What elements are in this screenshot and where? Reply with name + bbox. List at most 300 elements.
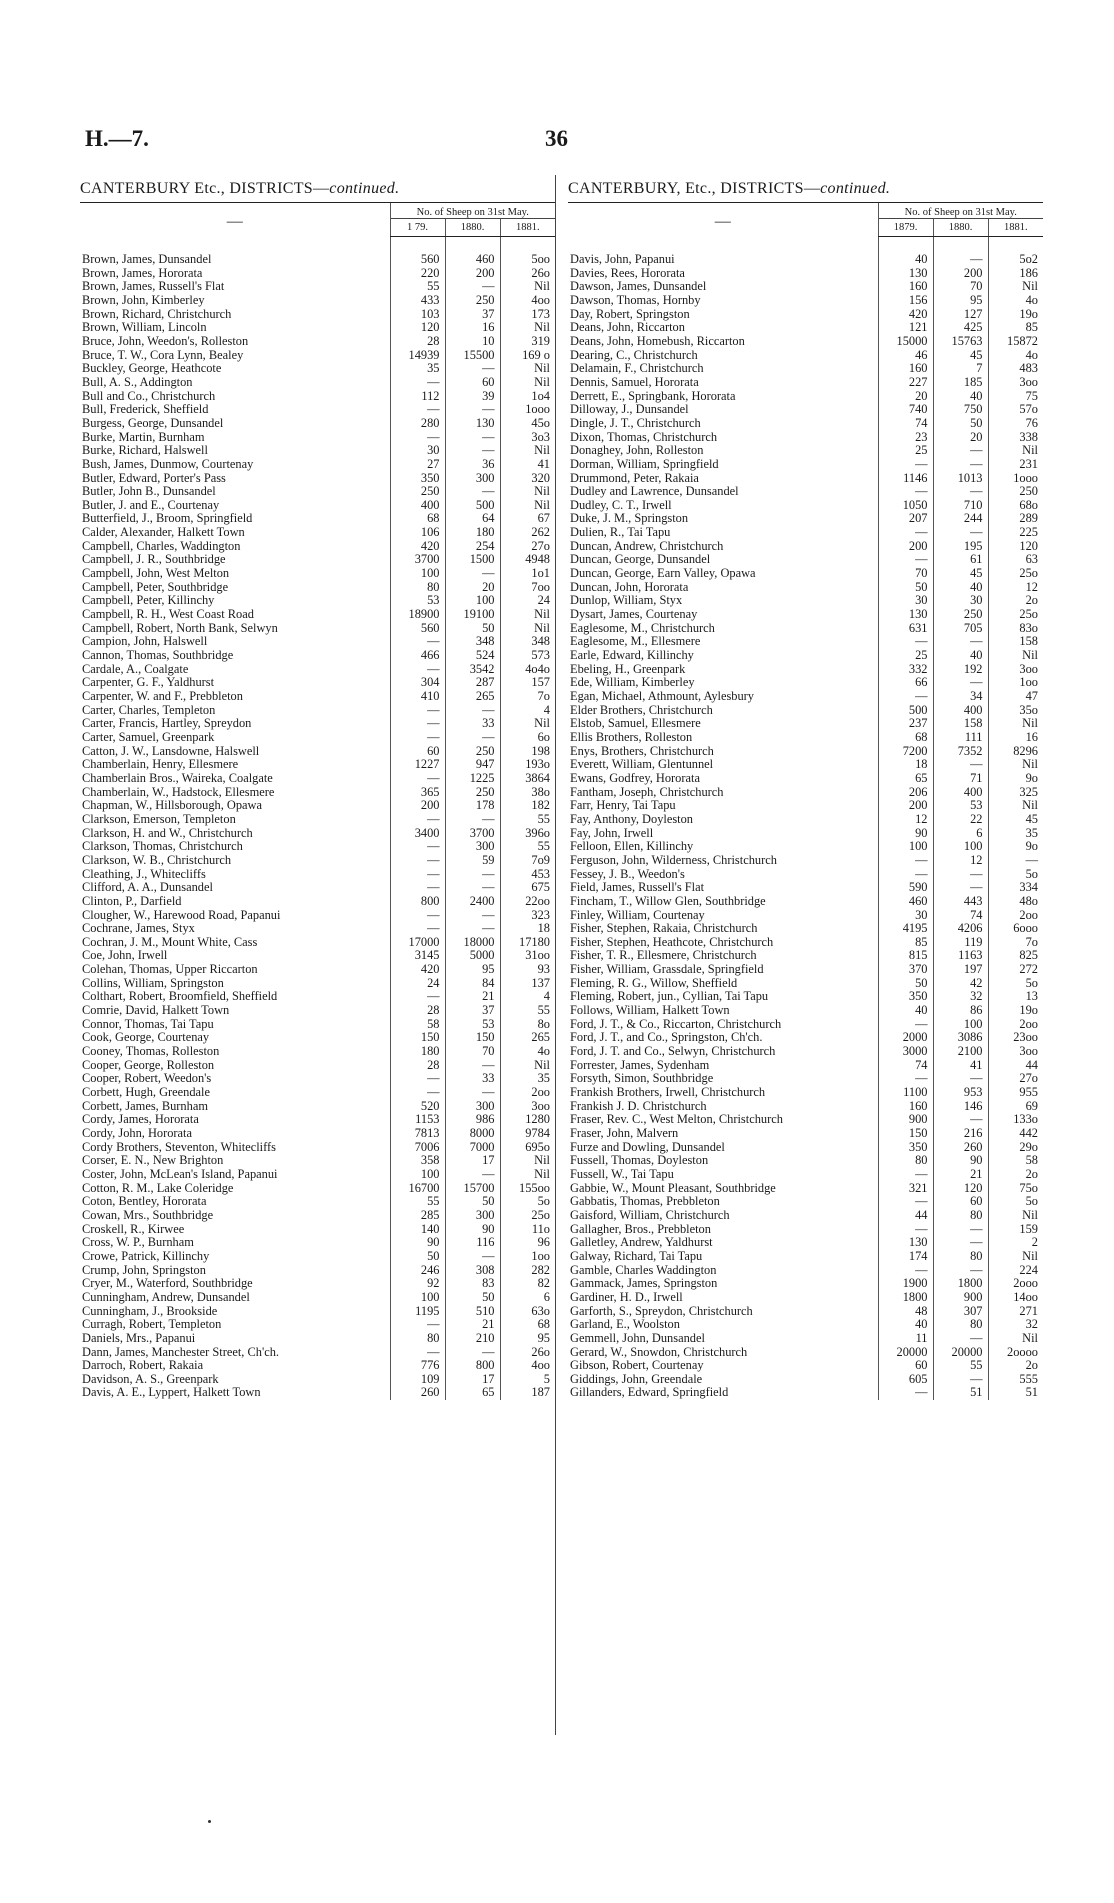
table-row [568, 431, 1043, 445]
sheep-count: 740 [878, 403, 933, 417]
owner-name: Connor, Thomas, Tai Tapu [82, 1017, 214, 1031]
sheep-count: — [933, 676, 988, 690]
sheep-count: — [933, 635, 988, 649]
sheep-count: 50 [933, 417, 988, 431]
sheep-count: — [445, 1250, 500, 1264]
sheep-count-header: No. of Sheep on 31st May. [878, 203, 1043, 219]
sheep-count: 282 [500, 1264, 555, 1278]
owner-name: Gemmell, John, Dunsandel [570, 1331, 705, 1345]
sheep-count: 71 [933, 772, 988, 786]
owner-name: Garforth, S., Spreydon, Christchurch [570, 1304, 753, 1318]
table-row [80, 267, 555, 281]
sheep-count: 25 [878, 444, 933, 458]
sheep-count: 7006 [390, 1141, 445, 1155]
sheep-count: 2ooo [988, 1277, 1043, 1291]
sheep-count: 4206 [933, 922, 988, 936]
sheep-count: 39 [445, 390, 500, 404]
owner-name: Follows, William, Halkett Town [570, 1004, 730, 1018]
sheep-count: 68 [878, 731, 933, 745]
sheep-count: 55 [500, 840, 555, 854]
table-row [80, 458, 555, 472]
sheep-count: 2oo [988, 909, 1043, 923]
table-row [568, 1141, 1043, 1155]
table-row [80, 895, 555, 909]
sheep-count: 4o [988, 349, 1043, 363]
sheep-count: — [445, 922, 500, 936]
sheep-count: 520 [390, 1100, 445, 1114]
sheep-count: 555 [988, 1373, 1043, 1387]
owner-name: Brown, Richard, Christchurch [82, 307, 232, 321]
table-row [568, 786, 1043, 800]
sheep-count: 41 [933, 1059, 988, 1073]
sheep-count: 443 [933, 895, 988, 909]
sheep-count: 350 [390, 472, 445, 486]
sheep-count: 24 [500, 594, 555, 608]
sheep-count: 524 [445, 649, 500, 663]
table-row [568, 594, 1043, 608]
sheep-count: 20 [445, 581, 500, 595]
table-row [568, 1332, 1043, 1346]
table-row [568, 485, 1043, 499]
owner-name: Gerard, W., Snowdon, Christchurch [570, 1345, 748, 1359]
sheep-table-right [568, 202, 1043, 1400]
sheep-count: 192 [933, 663, 988, 677]
table-row [568, 553, 1043, 567]
sheep-count: 220 [390, 267, 445, 281]
owner-name: Collins, William, Springston [82, 976, 224, 990]
sheep-count: — [933, 526, 988, 540]
sheep-count: 157 [500, 676, 555, 690]
table-row [80, 1359, 555, 1373]
sheep-count: — [390, 840, 445, 854]
table-row [568, 403, 1043, 417]
owner-name: Buckley, George, Heathcote [82, 362, 222, 376]
sheep-count: 160 [878, 1100, 933, 1114]
owner-name: Dudley and Lawrence, Dunsandel [570, 485, 739, 499]
sheep-count: 4195 [878, 922, 933, 936]
name-column-header: — [80, 203, 390, 237]
year-header: 1881. [500, 219, 555, 237]
owner-name: Coton, Bentley, Hororata [82, 1195, 207, 1209]
sheep-count: 63o [500, 1305, 555, 1319]
owner-name: Fay, Anthony, Doyleston [570, 812, 693, 826]
sheep-count: 40 [878, 1004, 933, 1018]
sheep-count: 29o [988, 1141, 1043, 1155]
sheep-count: 20000 [933, 1346, 988, 1360]
sheep-count: 65 [445, 1386, 500, 1400]
sheep-count: 1o4 [500, 390, 555, 404]
table-row [568, 1072, 1043, 1086]
sheep-count: 18 [500, 922, 555, 936]
sheep-count: — [390, 813, 445, 827]
sheep-count: — [390, 868, 445, 882]
sheep-count: — [390, 663, 445, 677]
sheep-count: — [390, 431, 445, 445]
owner-name: Brown, James, Hororata [82, 266, 203, 280]
table-row [80, 1209, 555, 1223]
left-title-main: CANTERBURY Etc., DISTRICTS— [80, 180, 330, 197]
owner-name: Gamble, Charles Waddington [570, 1263, 717, 1277]
sheep-count: 231 [988, 458, 1043, 472]
table-row [80, 294, 555, 308]
table-row [80, 635, 555, 649]
sheep-count: 225 [988, 526, 1043, 540]
sheep-count: 69 [988, 1100, 1043, 1114]
owner-name: Chapman, W., Hillsborough, Opawa [82, 799, 262, 813]
sheep-count: 159 [988, 1223, 1043, 1237]
sheep-count: 3864 [500, 772, 555, 786]
sheep-count: 45 [933, 567, 988, 581]
sheep-count: 6o [500, 731, 555, 745]
table-row [80, 1305, 555, 1319]
owner-name: Dudley, C. T., Irwell [570, 498, 672, 512]
right-title-main: CANTERBURY, Etc., DISTRICTS— [568, 180, 821, 197]
sheep-count: 425 [933, 321, 988, 335]
table-row [80, 1072, 555, 1086]
sheep-count: 70 [933, 280, 988, 294]
table-row [80, 1141, 555, 1155]
owner-name: Galletley, Andrew, Yaldhurst [570, 1236, 713, 1250]
owner-name: Fraser, John, Malvern [570, 1127, 679, 1140]
sheep-count: — [933, 485, 988, 499]
sheep-count: — [445, 1059, 500, 1073]
sheep-count: 953 [933, 1086, 988, 1100]
table-row [568, 977, 1043, 991]
sheep-count: 80 [390, 581, 445, 595]
sheep-count: — [878, 1264, 933, 1278]
owner-name: Duncan, John, Hororata [570, 580, 689, 594]
sheep-count: — [878, 485, 933, 499]
sheep-count: 12 [988, 581, 1043, 595]
sheep-count: — [878, 1168, 933, 1182]
table-row [80, 362, 555, 376]
sheep-count: 1227 [390, 758, 445, 772]
sheep-count: 35 [988, 827, 1043, 841]
sheep-count: 510 [445, 1305, 500, 1319]
sheep-count: 200 [933, 267, 988, 281]
sheep-count: 350 [878, 1141, 933, 1155]
sheep-count: 3086 [933, 1031, 988, 1045]
sheep-count: 4o [988, 294, 1043, 308]
owner-name: Forsyth, Simon, Southbridge [570, 1072, 714, 1086]
sheep-count: 2o [988, 1359, 1043, 1373]
sheep-count: 300 [445, 840, 500, 854]
sheep-count: 158 [988, 635, 1043, 649]
sheep-count: 20 [933, 431, 988, 445]
sheep-count: 947 [445, 758, 500, 772]
owner-name: Egan, Michael, Athmount, Aylesbury [570, 690, 755, 703]
owner-name: Comrie, David, Halkett Town [82, 1004, 230, 1018]
owner-name: Gaisford, William, Christchurch [570, 1208, 730, 1222]
sheep-count: 289 [988, 512, 1043, 526]
owner-name: Brown, James, Russell's Flat [82, 280, 225, 294]
table-row [568, 1100, 1043, 1114]
table-row [568, 1291, 1043, 1305]
sheep-count: 9o [988, 840, 1043, 854]
owner-name: Fussell, W., Tai Tapu [570, 1167, 674, 1181]
sheep-count: — [933, 1373, 988, 1387]
owner-name: Bull and Co., Christchurch [82, 389, 216, 403]
sheep-count: 605 [878, 1373, 933, 1387]
sheep-count: 400 [390, 499, 445, 513]
sheep-count: — [933, 458, 988, 472]
sheep-count: 1225 [445, 772, 500, 786]
sheep-count: 2000 [878, 1031, 933, 1045]
sheep-count: 156 [878, 294, 933, 308]
table-row [80, 786, 555, 800]
sheep-count: — [933, 1113, 988, 1127]
sheep-count: 100 [878, 840, 933, 854]
sheep-count: 265 [500, 1031, 555, 1045]
sheep-count: 400 [933, 704, 988, 718]
sheep-count: 4oo [500, 1359, 555, 1373]
year-header: 1881. [988, 219, 1043, 237]
left-title-continued: continued. [329, 180, 400, 197]
owner-name: Ford, J. T., & Co., Riccarton, Christchurch [570, 1017, 782, 1031]
sheep-count: 14oo [988, 1291, 1043, 1305]
table-row [80, 431, 555, 445]
sheep-count: 50 [445, 1291, 500, 1305]
sheep-count: — [445, 280, 500, 294]
sheep-count: 67 [500, 512, 555, 526]
sheep-count: 955 [988, 1086, 1043, 1100]
sheep-count: 100 [390, 567, 445, 581]
sheep-count: — [878, 868, 933, 882]
sheep-count: Nil [500, 321, 555, 335]
table-row [568, 1018, 1043, 1032]
sheep-count: 260 [933, 1141, 988, 1155]
owner-name: Corser, E. N., New Brighton [82, 1154, 224, 1168]
table-row [80, 485, 555, 499]
sheep-count: — [878, 553, 933, 567]
sheep-count: — [390, 731, 445, 745]
owner-name: Campbell, Peter, Southbridge [82, 580, 229, 594]
owner-name: Cannon, Thomas, Southbridge [82, 649, 234, 663]
sheep-count: 7o [500, 690, 555, 704]
sheep-count: 80 [933, 1250, 988, 1264]
owner-name: Crump, John, Springston [82, 1263, 206, 1277]
sheep-count: 100 [390, 1291, 445, 1305]
table-row [80, 758, 555, 772]
owner-name: Cordy, John, Hororata [82, 1127, 193, 1140]
table-row [568, 663, 1043, 677]
owner-name: Bush, James, Dunmow, Courtenay [82, 457, 254, 471]
table-row [568, 868, 1043, 882]
sheep-count: 112 [390, 390, 445, 404]
sheep-count: 308 [445, 1264, 500, 1278]
sheep-count: 64 [445, 512, 500, 526]
sheep-count: 3oo [500, 1100, 555, 1114]
sheep-count: 3700 [390, 553, 445, 567]
sheep-count: 74 [878, 1059, 933, 1073]
sheep-count: 27o [988, 1072, 1043, 1086]
sheep-count: 200 [878, 799, 933, 813]
sheep-count: 5oo [500, 253, 555, 267]
sheep-count: 7200 [878, 745, 933, 759]
table-row [80, 949, 555, 963]
owner-name: Cotton, R. M., Lake Coleridge [82, 1181, 234, 1195]
sheep-count: Nil [988, 799, 1043, 813]
sheep-count: 178 [445, 799, 500, 813]
table-row [568, 540, 1043, 554]
table-row [80, 1291, 555, 1305]
table-row [80, 1277, 555, 1291]
owner-name: Dilloway, J., Dunsandel [570, 403, 689, 417]
sheep-count: 186 [988, 267, 1043, 281]
table-row [568, 253, 1043, 267]
table-row [568, 458, 1043, 472]
sheep-count: 50 [445, 1195, 500, 1209]
table-row [80, 1127, 555, 1141]
sheep-count: 560 [390, 622, 445, 636]
owner-name: Day, Robert, Springston [570, 307, 690, 321]
sheep-count: 272 [988, 963, 1043, 977]
sheep-count: — [933, 1264, 988, 1278]
owner-name: Cooney, Thomas, Rolleston [82, 1045, 220, 1059]
sheep-count: — [390, 704, 445, 718]
sheep-count: 2oo [500, 1086, 555, 1100]
owner-name: Dawson, James, Dunsandel [570, 280, 707, 294]
sheep-count: 396o [500, 827, 555, 841]
owner-name: Colthart, Robert, Broomfield, Sheffield [82, 990, 278, 1004]
sheep-count: 1500 [445, 553, 500, 567]
owner-name: Dysart, James, Courtenay [570, 608, 698, 622]
owner-name: Fraser, Rev. C., West Melton, Christchurch [570, 1113, 783, 1127]
sheep-count: 50 [390, 1250, 445, 1264]
table-row [568, 472, 1043, 486]
sheep-count: 127 [933, 308, 988, 322]
sheep-count: 12 [878, 813, 933, 827]
owner-name: Burke, Martin, Burnham [82, 430, 205, 444]
sheep-count: Nil [988, 649, 1043, 663]
table-row [80, 540, 555, 554]
sheep-count: Nil [500, 608, 555, 622]
sheep-count: 3000 [878, 1045, 933, 1059]
table-row [80, 349, 555, 363]
sheep-count: 25o [988, 608, 1043, 622]
table-row [568, 963, 1043, 977]
sheep-count: 61 [933, 553, 988, 567]
owner-name: Duncan, George, Dunsandel [570, 553, 711, 567]
sheep-count: 244 [933, 512, 988, 526]
owner-name: Cardale, A., Coalgate [82, 662, 189, 676]
owner-name: Gibson, Robert, Courtenay [570, 1359, 704, 1373]
page-mark [208, 1820, 211, 1823]
owner-name: Deans, John, Homebush, Riccarton [570, 334, 745, 348]
sheep-count: Nil [988, 717, 1043, 731]
sheep-count: — [878, 1072, 933, 1086]
owner-name: Chamberlain, W., Hadstock, Ellesmere [82, 785, 275, 799]
sheep-count: — [390, 1346, 445, 1360]
sheep-count: 3145 [390, 949, 445, 963]
table-row [568, 745, 1043, 759]
sheep-count: 8000 [445, 1127, 500, 1141]
table-row [568, 1045, 1043, 1059]
sheep-count: 7000 [445, 1141, 500, 1155]
sheep-count: 323 [500, 909, 555, 923]
sheep-count: 3oo [988, 1045, 1043, 1059]
sheep-count: 300 [445, 472, 500, 486]
table-row [80, 1264, 555, 1278]
sheep-count: 55 [390, 280, 445, 294]
sheep-count: 55 [500, 1004, 555, 1018]
table-row [568, 1386, 1043, 1400]
sheep-count: 106 [390, 526, 445, 540]
table-row [80, 1223, 555, 1237]
sheep-count: 705 [933, 622, 988, 636]
table-row [568, 717, 1043, 731]
sheep-count: 23 [878, 431, 933, 445]
sheep-count: 68 [390, 512, 445, 526]
table-row [80, 813, 555, 827]
sheep-count: 216 [933, 1127, 988, 1141]
right-column-title [568, 180, 1043, 202]
sheep-count: 155oo [500, 1182, 555, 1196]
sheep-count: 82 [500, 1277, 555, 1291]
sheep-count: 287 [445, 676, 500, 690]
sheep-count: 3o3 [500, 431, 555, 445]
table-row [568, 499, 1043, 513]
sheep-count: 7o [988, 936, 1043, 950]
sheep-count: 246 [390, 1264, 445, 1278]
table-row [568, 704, 1043, 718]
sheep-count: 20000 [878, 1346, 933, 1360]
owner-name: Cordy, James, Hororata [82, 1113, 199, 1127]
owner-name: Campbell, Charles, Waddington [82, 539, 241, 553]
table-row [568, 1318, 1043, 1332]
owner-name: Butler, John B., Dunsandel [82, 485, 216, 499]
table-row [568, 1346, 1043, 1360]
sheep-count: — [445, 704, 500, 718]
owner-name: Duncan, George, Earn Valley, Opawa [570, 567, 756, 581]
owner-name: Coe, John, Irwell [82, 949, 168, 963]
sheep-count: 51 [933, 1386, 988, 1400]
table-row [568, 1031, 1043, 1045]
owner-name: Bull, A. S., Addington [82, 375, 193, 389]
sheep-count: 24 [390, 977, 445, 991]
sheep-count: 25 [878, 649, 933, 663]
owner-name: Fleming, Robert, jun., Cyllian, Tai Tapu [570, 990, 769, 1004]
sheep-count: — [933, 1223, 988, 1237]
sheep-count: 21 [445, 990, 500, 1004]
right-title-continued: continued. [820, 180, 891, 197]
sheep-count: 12 [933, 854, 988, 868]
table-row [80, 390, 555, 404]
table-row [80, 1059, 555, 1073]
sheep-count: 31oo [500, 949, 555, 963]
table-row [80, 1113, 555, 1127]
owner-name: Chamberlain, Henry, Ellesmere [82, 758, 239, 772]
table-row [568, 895, 1043, 909]
sheep-count: 3oo [988, 663, 1043, 677]
sheep-count: 18000 [445, 936, 500, 950]
sheep-count: — [878, 1018, 933, 1032]
sheep-count: 410 [390, 690, 445, 704]
sheep-count: 93 [500, 963, 555, 977]
sheep-count: 30 [878, 909, 933, 923]
sheep-count: 95 [933, 294, 988, 308]
owner-name: Forrester, James, Sydenham [570, 1058, 710, 1072]
table-row [80, 1004, 555, 1018]
owner-name: Eaglesome, M., Ellesmere [570, 635, 701, 649]
sheep-count: 60 [390, 745, 445, 759]
owner-name: Elder Brothers, Christchurch [570, 703, 713, 717]
table-row [568, 1236, 1043, 1250]
table-row [80, 854, 555, 868]
sheep-count: 4 [500, 704, 555, 718]
sheep-count: 84 [445, 977, 500, 991]
table-row [80, 1386, 555, 1400]
